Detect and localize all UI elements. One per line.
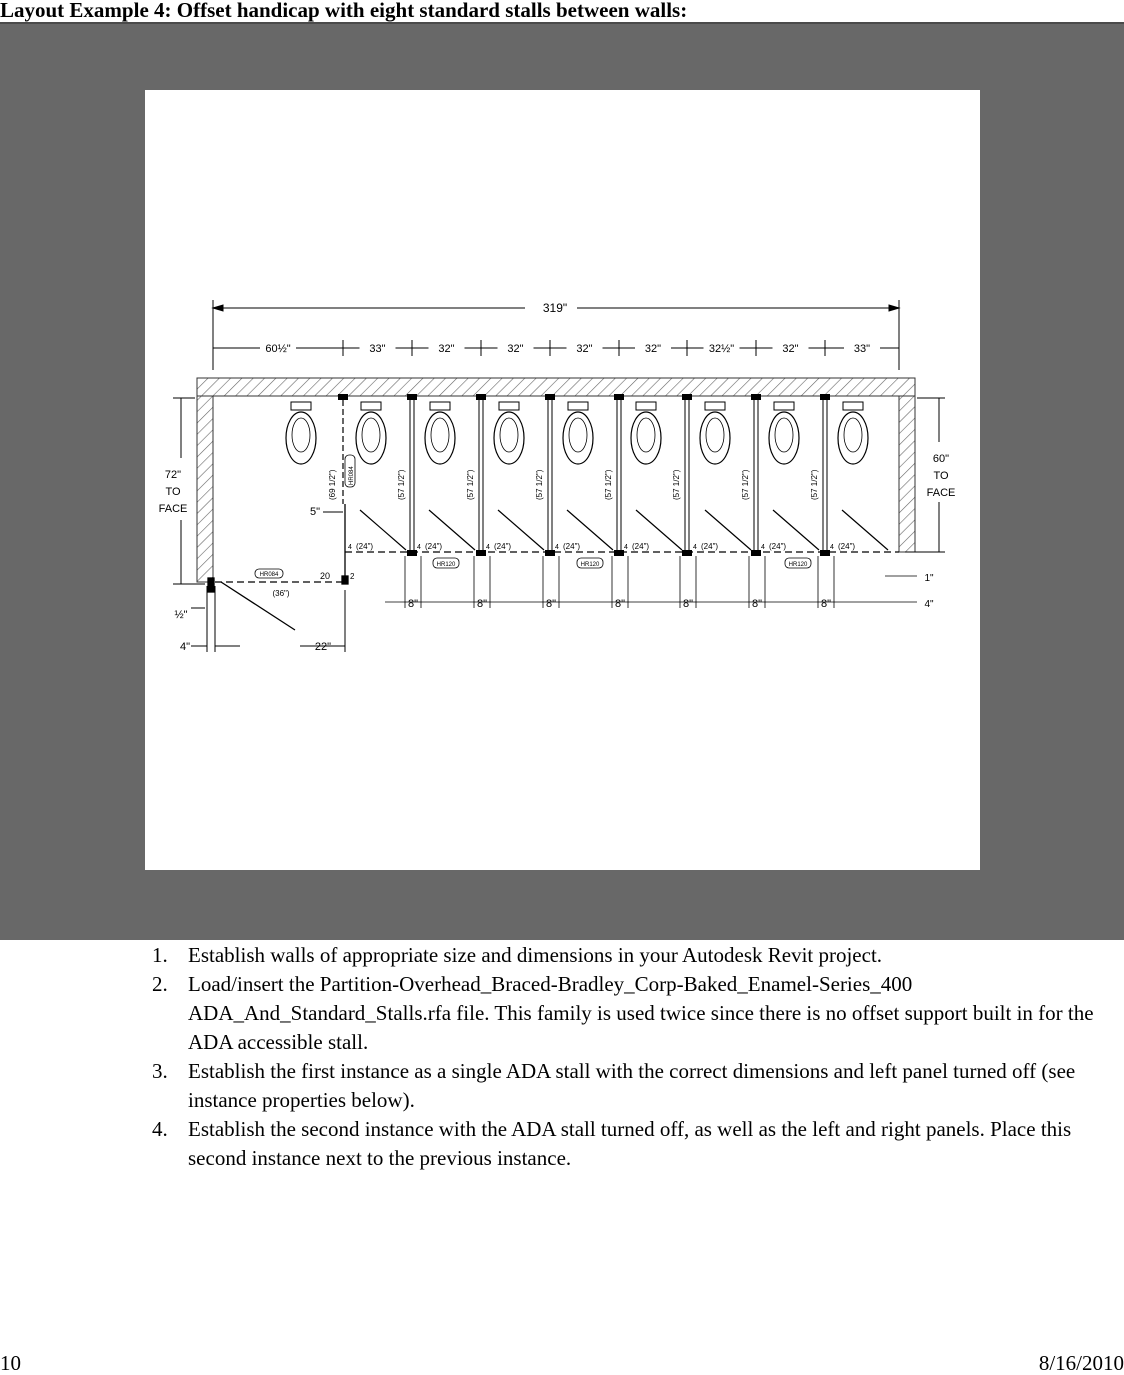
panel-depth-label: (57 1/2") <box>672 469 681 500</box>
bottom-dim-label: 8" <box>476 598 488 610</box>
left-wall <box>197 396 213 582</box>
half-inch-label: ½" <box>174 609 188 621</box>
pilaster-head <box>407 394 417 400</box>
pilaster-shoe <box>614 550 624 556</box>
toilet-bowl <box>356 412 386 464</box>
one-inch-label: 1" <box>924 573 934 584</box>
flush-valve <box>499 402 519 410</box>
flush-valve <box>636 402 656 410</box>
offset-dim-label: 5" <box>309 506 321 518</box>
flush-valve <box>361 402 381 410</box>
left-depth-2: TO <box>165 486 181 498</box>
panel-depth-label: (57 1/2") <box>810 469 819 500</box>
left-four-label: 4" <box>179 641 191 653</box>
post-number: 4 <box>417 544 421 551</box>
toilet-bowl <box>286 412 316 464</box>
pilaster-shoe <box>407 550 417 556</box>
hinge-tag: HR120 <box>436 562 456 568</box>
pilaster-head <box>751 394 761 400</box>
panel-depth-label: (57 1/2") <box>397 469 406 500</box>
ada-stall-front <box>208 504 348 630</box>
toilet-bowl <box>425 412 455 464</box>
toilet-bowl <box>700 412 730 464</box>
bottom-dim-label: 8" <box>407 598 419 610</box>
door-width-label: (24") <box>838 542 856 551</box>
right-four-label: 4" <box>924 599 934 610</box>
flush-valve <box>843 402 863 410</box>
bottom-dim-label: 8" <box>820 598 832 610</box>
small-two: 2 <box>350 572 355 581</box>
post-number: 4 <box>555 544 559 551</box>
door-width-label: (24") <box>632 542 650 551</box>
toilet-bowl <box>769 412 799 464</box>
panel-depth-label: (69 1/2") <box>328 469 337 500</box>
step-item <box>152 941 1124 970</box>
pilaster-head <box>545 394 555 400</box>
step-number: 4. <box>152 1117 168 1141</box>
pilaster-shoe <box>682 550 692 556</box>
overall-width-label: 319" <box>542 301 568 315</box>
door-width-label: (24") <box>356 542 374 551</box>
step-number: 2. <box>152 972 168 996</box>
post-number: 4 <box>830 544 834 551</box>
flush-valve <box>568 402 588 410</box>
hinge-tag: HR084 <box>349 466 355 485</box>
step-item <box>152 970 1124 1057</box>
panel-depth-label: (57 1/2") <box>466 469 475 500</box>
toilet-bowl <box>838 412 868 464</box>
right-depth-1: 60" <box>932 453 950 465</box>
door-width-label: (24") <box>563 542 581 551</box>
page-heading: Layout Example 4: Offset handicap with eight standard stalls between walls: <box>0 0 1124 24</box>
flush-valve <box>705 402 725 410</box>
top-dim-label: 32" <box>438 343 455 355</box>
toilet-bowl <box>494 412 524 464</box>
toilet-bowl <box>631 412 661 464</box>
left-depth-1: 72" <box>164 469 182 481</box>
back-wall <box>197 378 915 396</box>
door-width-label: (24") <box>701 542 719 551</box>
door-width-label: (24") <box>769 542 787 551</box>
panel-depth-label: (57 1/2") <box>741 469 750 500</box>
pilaster-shoe <box>545 550 555 556</box>
pilaster-head <box>614 394 624 400</box>
bottom-dim-label: 8" <box>682 598 694 610</box>
flush-valve <box>291 402 311 410</box>
top-dim-label: 60½" <box>265 343 291 355</box>
post-number: 4 <box>348 544 352 551</box>
top-dim-label: 32" <box>576 343 593 355</box>
ada-door-width: (36") <box>272 589 290 598</box>
stall-elements <box>286 394 899 568</box>
top-dim-label: 32" <box>782 343 799 355</box>
step-text: Establish the second instance with the ADA stall turned off, as well as the left and right panels. Place this second instance next to the previous instance. <box>188 1117 1072 1170</box>
panel-depth-label: (57 1/2") <box>535 469 544 500</box>
pilaster-head <box>338 394 348 400</box>
step-item <box>152 1115 1124 1173</box>
bottom-dim-label: 8" <box>545 598 557 610</box>
hinge-tag: HR120 <box>788 562 808 568</box>
right-depth-3: FACE <box>926 487 956 499</box>
step-text: Establish walls of appropriate size and dimensions in your Autodesk Revit project. <box>188 943 883 967</box>
top-dim-label: 33" <box>853 343 871 355</box>
step-item <box>152 1057 1124 1115</box>
pilaster-head <box>820 394 830 400</box>
left-depth-3: FACE <box>158 503 188 515</box>
pilaster-head <box>682 394 692 400</box>
pilaster-shoe <box>820 550 830 556</box>
step-text: Establish the first instance as a single ADA stall with the correct dimensions and left panel turned off (see instance properties below). <box>188 1059 1076 1112</box>
ada-panel-dim: 20 <box>319 571 331 581</box>
stall-layout-drawing <box>145 90 980 870</box>
footer-date: 8/16/2010 <box>1038 1351 1124 1375</box>
panel-depth-label: (57 1/2") <box>604 469 613 500</box>
step-number: 3. <box>152 1059 168 1083</box>
bottom-dim-label: 8" <box>614 598 626 610</box>
instruction-steps <box>152 941 1124 1173</box>
post-number: 4 <box>486 544 490 551</box>
post-number: 4 <box>693 544 697 551</box>
flush-valve <box>430 402 450 410</box>
step-text: Load/insert the Partition-Overhead_Braced-Bradley_Corp-Baked_Enamel-Series_400 ADA_And_Standard_Stalls.rfa file. This family is used twice since there is no offset support built in for the ADA accessible stall. <box>188 972 1094 1054</box>
post-number: 4 <box>624 544 628 551</box>
pilaster-shoe <box>476 550 486 556</box>
right-wall <box>899 396 915 552</box>
door-width-label: (24") <box>494 542 512 551</box>
hinge-tag: HR120 <box>580 562 600 568</box>
ada-hinge-tag: HR084 <box>259 572 279 578</box>
page-number: 10 <box>0 1351 21 1375</box>
top-dim-label: 32" <box>507 343 524 355</box>
door-width-label: (24") <box>425 542 443 551</box>
step-number: 1. <box>152 943 168 967</box>
top-dim-label: 32½" <box>708 343 735 355</box>
twenty-two-label: 22" <box>314 641 332 653</box>
bottom-dim-label: 8" <box>751 598 763 610</box>
top-dim-label: 33" <box>369 343 386 355</box>
right-depth-2: TO <box>933 470 949 482</box>
pilaster-shoe <box>751 550 761 556</box>
post-number: 4 <box>761 544 765 551</box>
toilet-bowl <box>563 412 593 464</box>
flush-valve <box>774 402 794 410</box>
top-dim-label: 32" <box>644 343 662 355</box>
pilaster-head <box>476 394 486 400</box>
